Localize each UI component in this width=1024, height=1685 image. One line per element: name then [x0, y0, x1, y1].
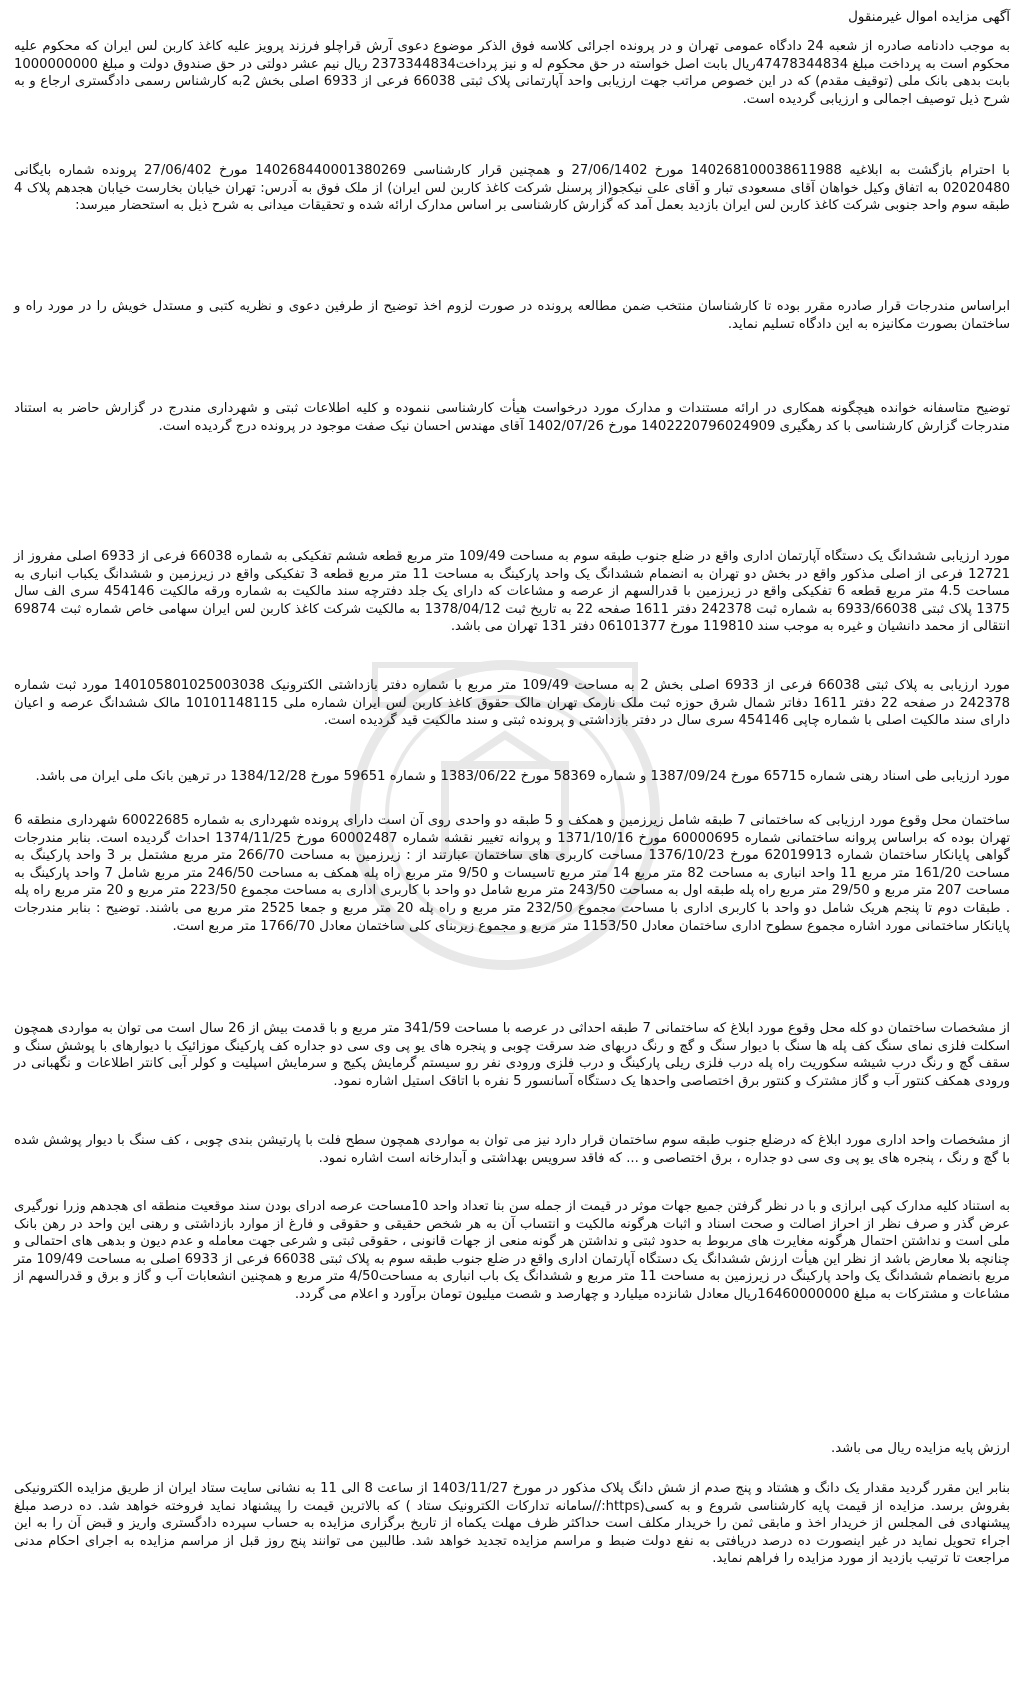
- paragraph-building-specs: از مشخصات ساختمان دو کله محل وقوع مورد ابلاغ که ساختمانی 7 طبقه احداثی در عرصه با مساحت 341/59 متر مربع و با قدمت بیش از 26 سال است می توان به مواردی همچون اسکلت فلزی نمای سنگ کف پله ها سنگ با دیوار سنگ و گچ و رنگ دربهای ضد سرقت چوبی و پنجره های یو پی وی سی دو جداره کف پارکینگ موزائیک با دیوارهای با پوشش سنگ و سقف گچ و رنگ درب شیشه سکوریت راه پله درب فلزی ریلی پارکینگ و درب فلزی ورودی نفر رو سیستم گرمایش پکیج و سرمایش اسپلیت و کولر آبی کانتر اطلاعات و نگهبانی در ورودی همکف کنتور آب و گاز مشترک و کنتور برق اختصاصی واحدها یک دستگاه آسانسور 5 نفره با اتاقک استیل اشاره نمود.: [14, 1021, 1010, 1089]
- paragraph-visit-report: با احترام بازگشت به ابلاغیه 140268100038611988 مورخ 27/06/1402 و همچنین قرار کارشناسی 140268440001380269 مورخ 27/06/402 پرونده شماره بایگانی 02020480 به اتفاق وکیل خواهان آقای مسعودی تبار و آقای علی نیکجو(از پرسنل شرکت کاغذ کاربن لس ایران) از ملک فوق به آدرس: تهران خیابان بخارست خیابان هجدهم پلاک 4 طبقه سوم واحد جنوبی شرکت کاغذ کاربن لس ایران بازدید بعمل آمد که گزارش کارشناسی بر اساس مدارک ارائه شده و تحقیقات میدانی به شرح ذیل به استحضار میرسد:: [14, 163, 1010, 214]
- paragraph-auction-terms: بنابر این مقرر گردید مقدار یک دانگ و هشتاد و پنج صدم از شش دانگ پلاک مذکور در مورخ 1403/11/27 از ساعت 8 الی 11 به نشانی سایت ستاد ایران از طریق مزایده الکترونیکی بفروش برسد. مزایده از قیمت پایه کارشناسی شروع و به کسی(https://سامانه تدارکات الکترونیک ستاد ) که بالاترین قیمت را پیشنهاد نماید فروخته خواهد شد. ده درصد مبلغ پیشنهادی فی المجلس از خریدار اخذ و مابقی ثمن را خریدار مکلف است حداکثر ظرف مهلت یکماه از تاریخ برگزاری مزایده به حساب سپرده دادگستری واریز و قبض آن را به این اجراء تحویل نماید در غیر اینصورت ده درصد دریافتی به نفع دولت ضبط و مراسم مزایده تجدید خواهد شد. طالبین می توانند پنج روز قبل از مراسم مزایده به اجرای احکام مدنی مراجعت تا ترتیب بازدید از مورد مزایده را فراهم نماید.: [14, 1481, 1010, 1567]
- paragraph-building-permits: ساختمان محل وقوع مورد ارزیابی که ساختمانی 7 طبقه شامل زیرزمین و همکف و 5 طبقه دو واحدی روی آن است دارای پرونده شهرداری به شماره 60022685 شهرداری منطقه 6 تهران بوده که براساس پروانه ساختمانی شماره 60000695 مورخ 1371/10/16 و پروانه تغییر نقشه شماره 60002487 مورخ 1374/11/25 احداث گردیده است. بنابر مندرجات گواهی پایانکار ساختمان شماره 62019913 مورخ 1376/10/23 مساحت کاربری های ساختمان عبارتند از : زیرزمین به مساحت 266/70 متر مربع مشتمل بر 3 واحد پارکینگ به مساحت 161/20 متر مربع 11 واحد انباری به مساحت 82 متر مربع 14 متر مربع تاسیسات و 9/50 متر مربع راه پله همکف به مساحت 246/50 متر مربع شامل 7 واحد پارکینگ به مساحت 207 متر مربع و 29/50 متر مربع راه پله طبقه اول به مساحت 243/50 متر مربع شامل دو واحد با کاربری اداری به مساحت مجموع 223/50 متر مربع و 20 متر مربع راه پله . طبقات دوم تا پنجم هریک شامل دو واحد با کاربری اداری با مساحت مجموع 232/50 متر مربع و راه پله 20 متر مربع و جمعا 2525 متر مربع می باشند. توضیح : بنابر مندرجات پایانکار ساختمانی مورد اشاره مجموع سطوح اداری ساختمان معادل 1153/50 متر مربع و مجموع زیربنای کلی ساختمان معادل 1766/70 متر مربع است.: [14, 813, 1011, 934]
- paragraph-mortgage: مورد ارزیابی طی اسناد رهنی شماره 65715 مورخ 1387/09/24 و شماره 58369 مورخ 1383/06/22 و شماره 59651 مورخ 1384/12/28 در ترهین بانک ملی ایران می باشد.: [35, 769, 1010, 784]
- paragraph-explanation: توضیح متاسفانه خوانده هیچگونه همکاری در ارائه مستندات و مدارک مورد درخواست هیأت کارشناسی ننموده و کلیه اطلاعات ثبتی و شهرداری مندرج در گزارش حاضر به استناد مندرجات گزارش کارشناسی با کد رهگیری 1402220796024909 مورخ 1402/07/26 آقای مهندس احسان نیک صفت موجود در پرونده درج گردیده است.: [14, 401, 1010, 434]
- paragraph-valuation: به استناد کلیه مدارک کپی ابرازی و با در نظر گرفتن جمیع جهات موثر در قیمت از جمله سن بنا تعداد واحد 10مساحت عرصه ادرای بودن سند موقعیت منطقه ای هجدهم وزرا نورگیری عرض گذر و صرف نظر از احراز اصالت و صحت اسناد و اثبات هرگونه مالکیت و انتساب آن به هر شخص حقیقی و حقوقی و فارغ از موارد بازداشتی و رهنی این واحد در رهن بانک ملی است و نداشتن احتمال هرگونه مغایرت های مربوط به حدود ثبتی و نداشتن هر گونه منعی از جهات قانونی ، حقوقی ثبتی و شرعی جهت معامله و عدم دیون و بدهی های احتمالی و چنانچه بلا معارض باشد از نظر این هیأت ارزش ششدانگ یک دستگاه آپارتمان اداری واقع در ضلع جنوب طبقه سوم به پلاک ثبتی 66038 فرعی از 6933 اصلی به مساحت 109/49 متر مربع بانضمام ششدانگ یک واحد پارکینگ در زیرزمین به مساحت 11 متر مربع و ششدانگ یک باب انباری به مساحت4/50 متر مربع و همچنین انشعابات آب و گاز و برق و قدرالسهم از مشاعات و مشترکات به مبلغ 16460000000ریال معادل شانزده میلیارد و چهارصد و شصت میلیون تومان برآورد و اعلام می گردد.: [14, 1199, 1010, 1302]
- paragraph-unit-specs: از مشخصات واحد اداری مورد ابلاغ که درضلع جنوب طبقه سوم ساختمان قرار دارد نیز می توان به مواردی همچون سطح فلت با پارتیشن بندی چوبی ، کف سنگ با دیوار پوشش شده با گچ و رنگ ، پنجره های یو پی وی سی دو جداره ، برق اختصاصی و ... که فاقد سرویس بهداشتی و آبدارخانه است اشاره نمود.: [14, 1133, 1010, 1166]
- paragraph-verdict: به موجب دادنامه صادره از شعبه 24 دادگاه عمومی تهران و در پرونده اجرائی کلاسه فوق الذکر موضوع دعوی آرش قراچلو فرزند پرویز علیه کاغذ کاربن لس ایران که محکوم علیه محکوم است به پرداخت مبلغ 47478344834ریال بابت اصل خواسته در حق محکوم له و نیز پرداخت2373344834 ریال نیم عشر دولتی در حق صندوق دولت و مبلغ 1000000000 بابت بدهی بانک ملی (توقیف مقدم) که در این خصوص مراتب جهت ارزیابی واحد آپارتمانی پلاک ثبتی 66038 فرعی از 6933 اصلی بخش 2به کارشناس رسمی دادگستری ارجاع و به شرح ذیل توصیف اجمالی و ارزیابی گردیده است.: [14, 39, 1010, 107]
- paragraph-base-value: ارزش پایه مزایده ریال می باشد.: [831, 1441, 1010, 1456]
- notice-title: آگهی مزایده اموال غیرمنقول: [848, 9, 1010, 25]
- paragraph-expert-order: ابراساس مندرجات قرار صادره مقرر بوده تا کارشناسان منتخب ضمن مطالعه پرونده در صورت لزوم اخذ توضیح از طرفین دعوی و نظریه کتبی و مستدل خویش را در مورد راه و ساختمان بصورت مکانیزه به این دادگاه تسلیم نماید.: [14, 299, 1010, 332]
- paragraph-property-description: مورد ارزیابی ششدانگ یک دستگاه آپارتمان اداری واقع در ضلع جنوب طبقه سوم به مساحت 109/49 متر مربع قطعه ششم تفکیکی به شماره 66038 فرعی از 6933 اصلی مفروز از 12721 فرعی از اصلی مذکور واقع در بخش دو تهران به انضمام ششدانگ یک واحد پارکینگ به مساحت 11 متر مربع قطعه 3 تفکیکی واقع در زیرزمین و ششدانگ یکباب انباری به مساحت 4.5 متر مربع قطعه 6 تفکیکی واقع در زیرزمین با قدرالسهم از عرصه و مشاعات که دارای یک جلد دفترچه سند مالکیت به شماره ورقه مالکیت 454146 سری الف سال 1375 پلاک ثبتی 6933/66038 به شماره ثبت 242378 دفتر 1611 صفحه 22 به تاریخ ثبت 1378/04/12 به مالکیت شرکت کاغذ کاربن لس ایران سهامی خاص شماره ثبت 69874 انتقالی از محمد دانشیان و غیره به موجب سند 119810 مورخ 06101377 دفتر 131 تهران می باشد.: [14, 549, 1011, 635]
- paragraph-registration: مورد ارزیابی به پلاک ثبتی 66038 فرعی از 6933 اصلی بخش 2 به مساحت 109/49 متر مربع با شماره دفتر بازداشتی الکترونیک 140105801025003038 مورد ثبت شماره 242378 در صفحه 22 دفتر 1611 دفاتر شمال شرق حوزه ثبت ملک نارمک تهران مالک حقوق کاغذ کاربن لس ایران شماره ملی 10101148115 مالک ششدانگ عرصه و اعیان دارای سند مالکیت اصلی با شماره چاپی 454146 سری سال در دفتر بازداشتی و پرونده ثبتی و سند مالکیت قید گردیده است.: [14, 678, 1010, 729]
